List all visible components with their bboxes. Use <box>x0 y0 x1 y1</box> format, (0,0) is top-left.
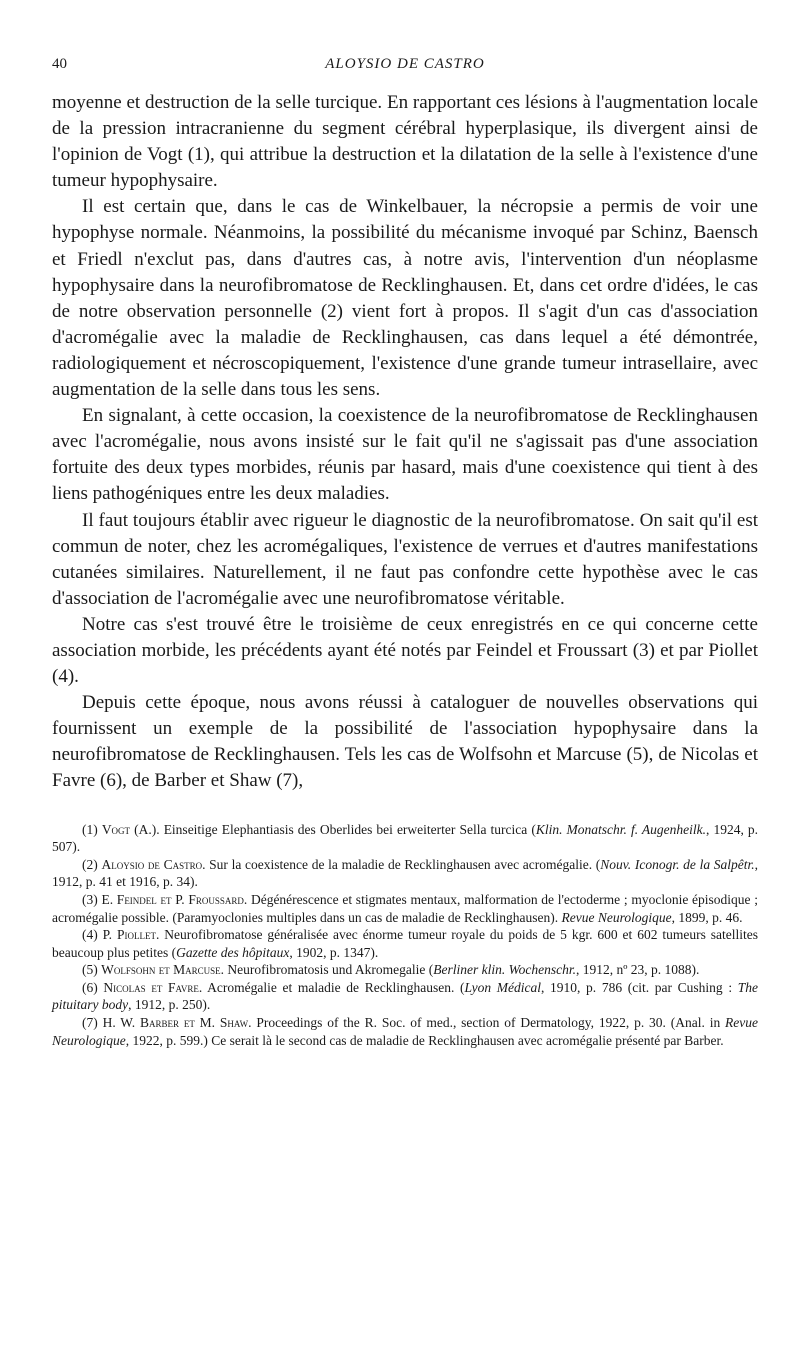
footnote-text: Dégénérescence et stigmates mentaux, malformation de l'ectoderme ; myoclonie épisodique ; acromégalie possible. (Paramyoclonies multiples dans un cas de maladie de Recklinghausen). <box>52 891 758 925</box>
footnote-text: Einseitige Elephantiasis des Oberlides bei erweiterter Sella turcica <box>163 821 528 837</box>
footnote-5: (5) Wolfsohn et Marcuse. Neurofibromatosis und Akromegalie (Berliner klin. Wochenschr., 1912, nº 23, p. 1088). <box>82 962 700 978</box>
footnote-tail: , 1912, nº 23, p. 1088). <box>575 962 700 978</box>
footnote-author: Aloysio de Castro. <box>101 856 206 872</box>
footnote-journal: Revue Neurologique <box>52 1015 759 1048</box>
footnote-author: Nicolas et Favre. <box>103 979 203 995</box>
footnote-6: (6) Nicolas et Favre. Acromégalie et maladie de Recklinghausen. (Lyon Médical, 1910, p. 786 (cit. par Cushing : The pituitary body, 1912, p. 250). <box>52 979 759 1013</box>
footnote-2: (2) Aloysio de Castro. Sur la coexistence de la maladie de Recklinghausen avec acromégalie. (Nouv. Iconogr. de la Salpêtr., 1912, p. 41 et 1916, p. 34). <box>52 856 759 890</box>
running-head <box>52 56 758 78</box>
footnote-author: Vogt (A.). <box>101 821 160 837</box>
paragraph-1: moyenne et destruction de la selle turcique. En rapportant ces lésions à l'augmentation locale de la pression intracranienne du segment cérébral hyperplasique, ils divergent ainsi de l'opinion de Vogt (1), qui attribue la destruction et la dilatation de la selle à l'existence d'une tumeur hypophysaire. <box>52 92 758 192</box>
footnote-author: Wolfsohn et Marcuse. <box>101 962 225 978</box>
footnote-tail: , 1912, p. 250). <box>128 997 211 1013</box>
footnote-1: (1) Vogt (A.). Einseitige Elephantiasis des Oberlides bei erweiterter Sella turcica (Klin. Monatschr. f. Augenheilk., 1924, p. 507). <box>52 821 758 855</box>
footnote-number: (3) <box>82 891 98 907</box>
footnote-journal: Revue Neurologique <box>561 909 672 925</box>
footnote-tail: , 1899, p. 46. <box>671 909 743 925</box>
footnote-text: Acromégalie et maladie de Recklinghausen. <box>207 979 455 995</box>
footnote-text: Neurofibromatosis und Akromegalie <box>227 962 426 978</box>
footnote-mid: 1910, p. 786 (cit. par Cushing : <box>544 979 733 995</box>
body-text <box>52 90 758 795</box>
footnote-tail: , 1924, p. 507). <box>52 821 758 855</box>
footnote-journal: Klin. Monatschr. f. Augenheilk. <box>535 821 706 837</box>
footnote-text: Proceedings of the R. Soc. of med., section of Dermatology, 1922, p. 30. (Anal. in <box>256 1015 721 1031</box>
footnote-journal-2: The pituitary body <box>52 979 759 1013</box>
paragraph-2: Il est certain que, dans le cas de Winkelbauer, la nécropsie a permis de voir une hypophyse normale. Néanmoins, la possibilité du mécanisme invoqué par Schinz, Baensch et Friedl n'exclut pas, dans d'autres cas, à notre avis, l'intervention d'un néoplasme hypophysaire dans la neurofibromatose de Recklinghausen. Et, dans cet ordre d'idées, le cas de notre observation personnelle (2) vient fort à propos. Il s'agit d'un cas d'association d'acromégalie avec la maladie de Recklinghausen, cas dans lequel a été démontrée, radiologiquement et nécroscopiquement, l'existence d'une grande tumeur intrasellaire, avec augmentation de la selle dans tous les sens. <box>52 196 758 401</box>
footnote-journal: Berliner klin. Wochenschr. <box>433 962 576 978</box>
footnote-tail: , 1912, p. 41 et 1916, p. 34). <box>52 856 759 890</box>
paragraph-5: Notre cas s'est trouvé être le troisième de ceux enregistrés en ce qui concerne cette association morbide, les précédents ayant été notés par Feindel et Froussart (3) et par Piollet (4). <box>52 613 758 688</box>
footnote-4: (4) P. Piollet. Neurofibromatose généralisée avec énorme tumeur royale du poids de 5 kgr. 600 et 602 tumeurs satellites beaucoup plus petites (Gazette des hôpitaux, 1902, p. 1347). <box>52 927 759 960</box>
running-title: ALOYSIO DE CASTRO <box>325 56 485 72</box>
footnote-number: (6) <box>82 979 98 995</box>
footnote-journal: Lyon Médical <box>464 979 541 995</box>
footnote-author: E. Feindel et P. Froussard. <box>101 891 248 907</box>
footnote-number: (7) <box>82 1015 98 1031</box>
footnote-author: P. Piollet. <box>102 927 160 943</box>
footnote-author: H. W. Barber et M. Shaw. <box>102 1015 252 1031</box>
footnote-number: (2) <box>82 856 98 872</box>
paragraph-4: Il faut toujours établir avec rigueur le diagnostic de la neurofibromatose. On sait qu'il est commun de noter, chez les acromégaliques, l'existence de verrues et d'autres manifestations cutanées similaires. Naturellement, il ne faut pas confondre cette hypothèse avec le cas d'association de l'acromégalie avec une neurofibromatose véritable. <box>52 509 758 609</box>
footnote-journal: Gazette des hôpitaux <box>176 944 290 960</box>
footnote-number: (5) <box>82 962 98 978</box>
footnote-tail: , 1922, p. 599.) Ce serait là le second cas de maladie de Recklinghausen avec acromégalie présenté par Barber. <box>125 1032 724 1048</box>
footnote-7 <box>52 1014 758 1049</box>
paragraph-6: Depuis cette époque, nous avons réussi à cataloguer de nouvelles observations qui fournissent un exemple de la possibilité de l'association hypophysaire dans la neurofibromatose de Recklinghausen. Tels les cas de Wolfsohn et Marcuse (5), de Nicolas et Favre (6), de Barber et Shaw (7), <box>52 692 758 792</box>
footnote-3 <box>52 891 758 926</box>
footnote-text: Neurofibromatose généralisée avec énorme tumeur royale du poids de 5 kgr. 600 et 602 tumeurs satellites beaucoup plus petites <box>52 927 759 960</box>
footnote-tail: , 1902, p. 1347). <box>289 944 379 960</box>
footnote-number: (4) <box>82 927 98 943</box>
footnote-text: Sur la coexistence de la maladie de Recklinghausen avec acromégalie. <box>209 856 593 872</box>
paragraph-3: En signalant, à cette occasion, la coexistence de la neurofibromatose de Recklinghausen avec l'acromégalie, nous avons insisté sur le fait qu'il ne s'agissait pas d'une association fortuite des deux types morbides, réunis par hasard, mais d'une coexistence qui tient à des liens pathogéniques entre les deux maladies. <box>52 405 758 505</box>
footnotes <box>52 821 758 1050</box>
footnote-number: (1) <box>82 821 98 837</box>
footnote-journal: Nouv. Iconogr. de la Salpêtr. <box>600 856 755 872</box>
page-number: 40 <box>52 56 67 72</box>
